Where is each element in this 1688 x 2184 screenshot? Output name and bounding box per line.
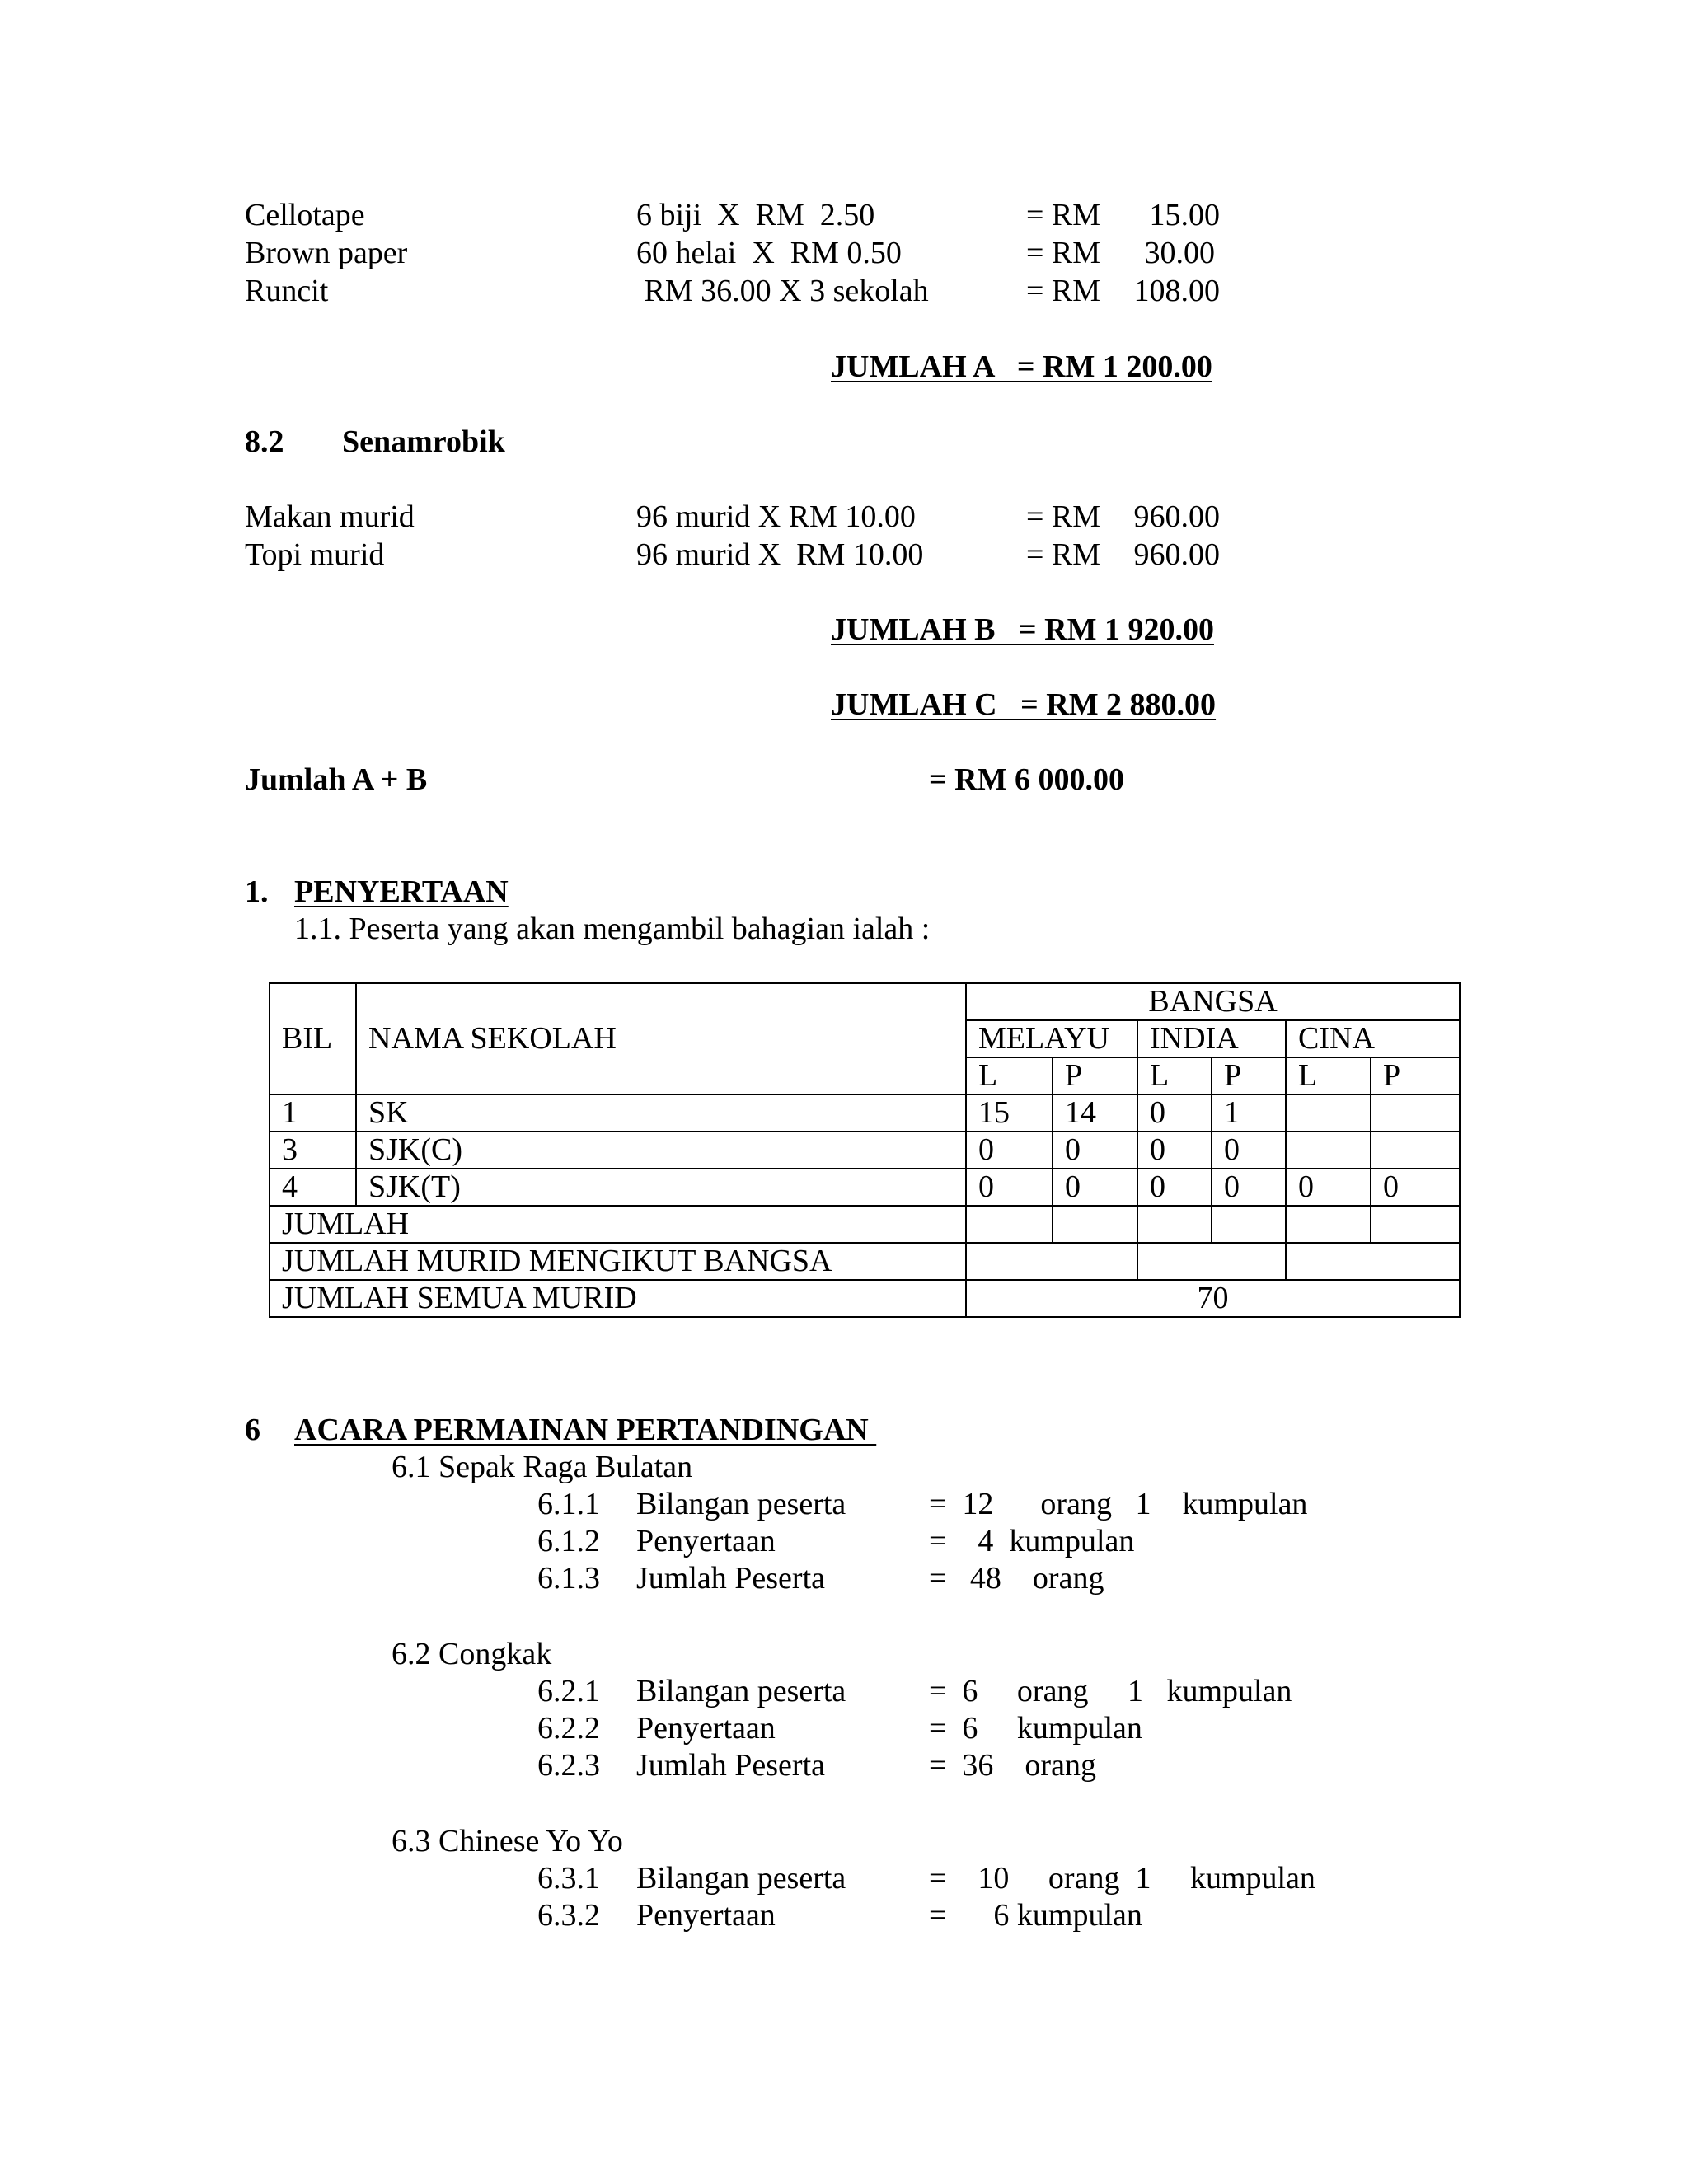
budget-item-calc: 96 murid X RM 10.00 bbox=[636, 537, 924, 572]
header-nama-sekolah: NAMA SEKOLAH bbox=[356, 983, 966, 1094]
budget-item-calc: 60 helai X RM 0.50 bbox=[636, 236, 902, 270]
event-item-label: Penyertaan bbox=[636, 1711, 776, 1746]
budget-item-name: Runcit bbox=[245, 274, 329, 308]
cell-count: 0 bbox=[1137, 1094, 1212, 1132]
grand-total-row bbox=[270, 1280, 1460, 1317]
event-item-num: 6.2.3 bbox=[537, 1748, 600, 1783]
budget-item-eq: = RM bbox=[1026, 537, 1101, 572]
budget-item-eq: = RM bbox=[1026, 236, 1101, 270]
cell-empty bbox=[966, 1243, 1137, 1280]
budget-item-calc: 96 murid X RM 10.00 bbox=[636, 499, 916, 534]
header-bil: BIL bbox=[270, 983, 356, 1094]
header-race: MELAYU bbox=[966, 1020, 1137, 1057]
cell-count bbox=[1371, 1094, 1460, 1132]
budget-item-amount: 30.00 bbox=[1144, 236, 1215, 270]
header-gender: L bbox=[1137, 1057, 1212, 1094]
budget-item-eq: = RM bbox=[1026, 499, 1101, 534]
event-item-value: = 36 orang bbox=[929, 1748, 1096, 1783]
total-row bbox=[270, 1206, 1460, 1243]
cell-count: 0 bbox=[1286, 1169, 1371, 1206]
cell-count: 0 bbox=[1137, 1169, 1212, 1206]
event-title: 6.2 Congkak bbox=[392, 1637, 552, 1671]
event-item-num: 6.2.2 bbox=[537, 1711, 600, 1746]
event-item-num: 6.3.2 bbox=[537, 1898, 600, 1933]
cell-empty bbox=[1286, 1206, 1371, 1243]
cell-count: 14 bbox=[1053, 1094, 1137, 1132]
cell-empty bbox=[1137, 1243, 1286, 1280]
budget-item-amount: 108.00 bbox=[1133, 274, 1220, 308]
budget-item-amount: 960.00 bbox=[1133, 499, 1220, 534]
section-number: 8.2 bbox=[245, 424, 284, 459]
cell-count: 15 bbox=[966, 1094, 1053, 1132]
cell-empty bbox=[1137, 1206, 1212, 1243]
event-item-label: Penyertaan bbox=[636, 1524, 776, 1558]
cell-bil: 1 bbox=[270, 1094, 356, 1132]
event-item-num: 6.1.1 bbox=[537, 1487, 600, 1521]
event-item-label: Bilangan peserta bbox=[636, 1861, 846, 1896]
cell-empty bbox=[1371, 1206, 1460, 1243]
section-subtitle: 1.1. Peserta yang akan mengambil bahagian ialah : bbox=[294, 912, 931, 946]
event-title: 6.1 Sepak Raga Bulatan bbox=[392, 1450, 693, 1484]
event-item-label: Jumlah Peserta bbox=[636, 1561, 826, 1596]
cell-count bbox=[1286, 1094, 1371, 1132]
event-item-value: = 6 kumpulan bbox=[929, 1898, 1142, 1933]
cell-bil: 3 bbox=[270, 1132, 356, 1169]
cell-count: 0 bbox=[1053, 1132, 1137, 1169]
jumlah-ab-label: Jumlah A + B bbox=[245, 762, 428, 797]
header-race: INDIA bbox=[1137, 1020, 1286, 1057]
event-item-label: Bilangan peserta bbox=[636, 1487, 846, 1521]
cell-count: 0 bbox=[1371, 1169, 1460, 1206]
event-item-value: = 4 kumpulan bbox=[929, 1524, 1135, 1558]
header-gender: L bbox=[966, 1057, 1053, 1094]
header-gender: P bbox=[1053, 1057, 1137, 1094]
cell-count: 0 bbox=[966, 1169, 1053, 1206]
event-item-value: = 6 orang 1 kumpulan bbox=[929, 1674, 1292, 1708]
cell-count: 0 bbox=[966, 1132, 1053, 1169]
event-item-num: 6.1.3 bbox=[537, 1561, 600, 1596]
cell-count: 0 bbox=[1137, 1132, 1212, 1169]
cell-count: 0 bbox=[1212, 1169, 1286, 1206]
cell-nama: SK bbox=[356, 1094, 966, 1132]
event-item-num: 6.1.2 bbox=[537, 1524, 600, 1558]
cell-empty bbox=[966, 1206, 1053, 1243]
event-item-value: = 10 orang 1 kumpulan bbox=[929, 1861, 1315, 1896]
event-item-label: Jumlah Peserta bbox=[636, 1748, 826, 1783]
cell-empty bbox=[1053, 1206, 1137, 1243]
header-gender: P bbox=[1212, 1057, 1286, 1094]
event-item-num: 6.3.1 bbox=[537, 1861, 600, 1896]
budget-item-calc: RM 36.00 X 3 sekolah bbox=[636, 274, 929, 308]
header-race: CINA bbox=[1286, 1020, 1460, 1057]
budget-item-amount: 15.00 bbox=[1149, 198, 1220, 232]
budget-item-name: Topi murid bbox=[245, 537, 385, 572]
section-number: 1. bbox=[245, 874, 269, 909]
budget-item-name: Makan murid bbox=[245, 499, 415, 534]
cell-count bbox=[1371, 1132, 1460, 1169]
budget-item-name: Cellotape bbox=[245, 198, 365, 232]
cell-empty bbox=[1212, 1206, 1286, 1243]
section-number: 6 bbox=[245, 1413, 260, 1447]
event-title: 6.3 Chinese Yo Yo bbox=[392, 1824, 623, 1858]
cell-nama: SJK(C) bbox=[356, 1132, 966, 1169]
cell-empty bbox=[1286, 1243, 1460, 1280]
table-row bbox=[270, 1132, 1460, 1169]
table-row bbox=[270, 1169, 1460, 1206]
cell-count: 0 bbox=[1212, 1132, 1286, 1169]
section-title: PENYERTAAN bbox=[294, 874, 509, 909]
jumlah-b: JUMLAH B = RM 1 920.00 bbox=[831, 612, 1214, 647]
cell-count: 0 bbox=[1053, 1169, 1137, 1206]
event-item-value: = 6 kumpulan bbox=[929, 1711, 1142, 1746]
event-item-label: Penyertaan bbox=[636, 1898, 776, 1933]
jumlah-label: JUMLAH bbox=[270, 1206, 966, 1243]
event-item-value: = 12 orang 1 kumpulan bbox=[929, 1487, 1308, 1521]
cell-count bbox=[1286, 1132, 1371, 1169]
total-by-race-row bbox=[270, 1243, 1460, 1280]
budget-item-amount: 960.00 bbox=[1133, 537, 1220, 572]
event-item-value: = 48 orang bbox=[929, 1561, 1104, 1596]
table-row bbox=[270, 1094, 1460, 1132]
budget-item-calc: 6 biji X RM 2.50 bbox=[636, 198, 875, 232]
header-bangsa: BANGSA bbox=[966, 983, 1460, 1020]
budget-item-eq: = RM bbox=[1026, 198, 1101, 232]
cell-count: 1 bbox=[1212, 1094, 1286, 1132]
jumlah-ab-value: = RM 6 000.00 bbox=[929, 762, 1124, 797]
cell-nama: SJK(T) bbox=[356, 1169, 966, 1206]
section-title: ACARA PERMAINAN PERTANDINGAN bbox=[294, 1413, 877, 1447]
budget-item-eq: = RM bbox=[1026, 274, 1101, 308]
budget-item-name: Brown paper bbox=[245, 236, 408, 270]
event-item-num: 6.2.1 bbox=[537, 1674, 600, 1708]
header-gender: P bbox=[1371, 1057, 1460, 1094]
jumlah-c: JUMLAH C = RM 2 880.00 bbox=[831, 687, 1217, 722]
jumlah-semua-label: JUMLAH SEMUA MURID bbox=[270, 1280, 966, 1317]
header-gender: L bbox=[1286, 1057, 1371, 1094]
section-title: Senamrobik bbox=[342, 424, 505, 459]
cell-bil: 4 bbox=[270, 1169, 356, 1206]
jumlah-bangsa-label: JUMLAH MURID MENGIKUT BANGSA bbox=[270, 1243, 966, 1280]
jumlah-semua-value: 70 bbox=[966, 1280, 1460, 1317]
event-item-label: Bilangan peserta bbox=[636, 1674, 846, 1708]
participants-table bbox=[269, 982, 1461, 1318]
jumlah-a: JUMLAH A = RM 1 200.00 bbox=[831, 349, 1212, 384]
